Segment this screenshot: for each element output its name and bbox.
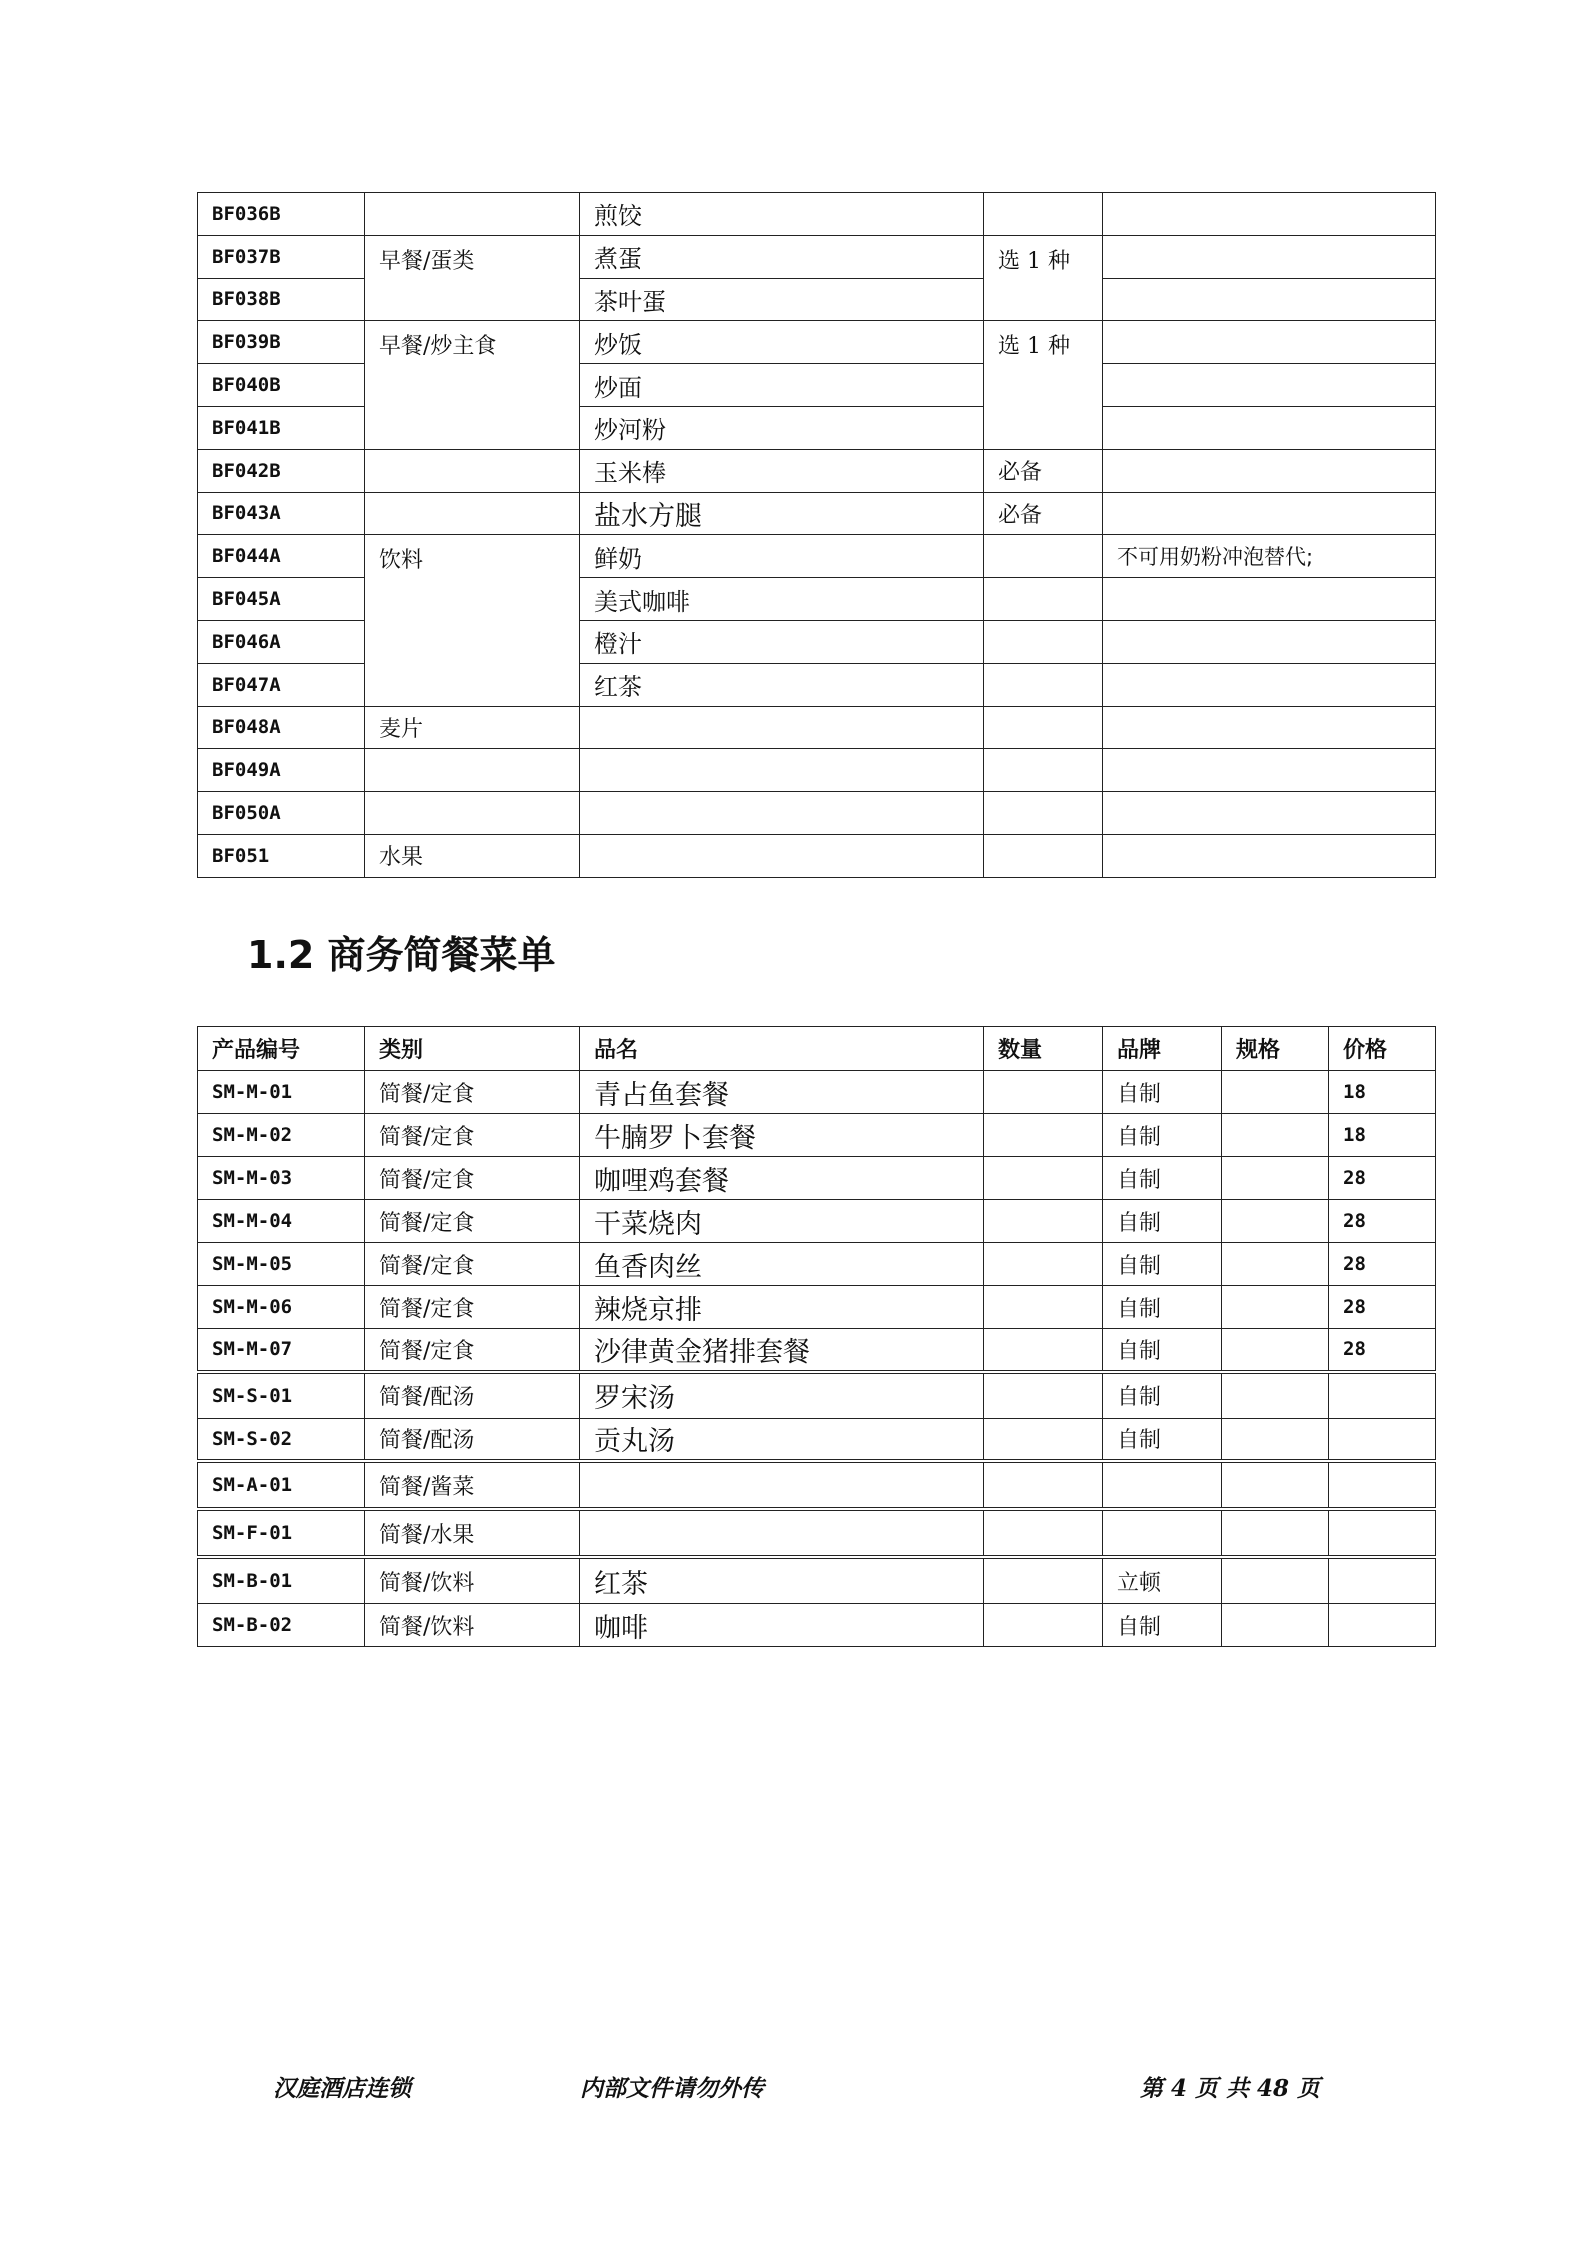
spec (1222, 1604, 1329, 1647)
column-header: 类别 (365, 1027, 580, 1071)
category (365, 749, 580, 792)
brand: 自制 (1103, 1243, 1222, 1286)
product-name: 青占鱼套餐 (580, 1071, 984, 1114)
quantity (984, 1200, 1103, 1243)
category: 简餐/配汤 (365, 1418, 580, 1461)
product-code: SM-B-01 (198, 1557, 365, 1604)
table-row (198, 1071, 1436, 1114)
product-code: SM-S-01 (198, 1372, 365, 1419)
category: 简餐/酱菜 (365, 1461, 580, 1509)
quantity (984, 1604, 1103, 1647)
product-code: SM-M-04 (198, 1200, 365, 1243)
note (1103, 620, 1436, 663)
quantity (984, 1418, 1103, 1461)
price: 18 (1329, 1071, 1436, 1114)
product-code: SM-M-02 (198, 1114, 365, 1157)
spec (1222, 1286, 1329, 1329)
note (1103, 406, 1436, 449)
spec (1222, 1557, 1329, 1604)
brand: 自制 (1103, 1286, 1222, 1329)
table-row (198, 235, 1436, 278)
footer-page-number: 第 4 页 共 48 页 (1140, 2075, 1321, 2102)
brand (1103, 1509, 1222, 1557)
table-row (198, 1286, 1436, 1329)
price (1329, 1461, 1436, 1509)
rule (984, 535, 1103, 578)
spec (1222, 1157, 1329, 1200)
product-name (580, 706, 984, 749)
quantity (984, 1461, 1103, 1509)
product-name: 罗宋汤 (580, 1372, 984, 1419)
price (1329, 1372, 1436, 1419)
brand: 自制 (1103, 1114, 1222, 1157)
product-name: 辣烧京排 (580, 1286, 984, 1329)
category (365, 792, 580, 835)
column-header: 规格 (1222, 1027, 1329, 1071)
breakfast-menu-table (197, 192, 1436, 878)
category: 早餐/蛋类 (365, 235, 580, 321)
rule (984, 706, 1103, 749)
product-code: BF039B (198, 321, 365, 364)
product-name: 牛腩罗卜套餐 (580, 1114, 984, 1157)
table-row (198, 1509, 1436, 1557)
product-code: BF050A (198, 792, 365, 835)
category: 简餐/饮料 (365, 1557, 580, 1604)
table-row (198, 1329, 1436, 1372)
product-code: BF051 (198, 834, 365, 877)
brand: 自制 (1103, 1372, 1222, 1419)
note (1103, 492, 1436, 535)
product-code: BF037B (198, 235, 365, 278)
product-name (580, 834, 984, 877)
quantity (984, 1071, 1103, 1114)
table-row (198, 1557, 1436, 1604)
product-name: 沙律黄金猪排套餐 (580, 1329, 984, 1372)
quantity (984, 1557, 1103, 1604)
price: 28 (1329, 1157, 1436, 1200)
product-name: 咖哩鸡套餐 (580, 1157, 984, 1200)
category: 简餐/饮料 (365, 1604, 580, 1647)
table-row (198, 535, 1436, 578)
note (1103, 706, 1436, 749)
column-header: 品牌 (1103, 1027, 1222, 1071)
brand (1103, 1461, 1222, 1509)
product-code: SM-S-02 (198, 1418, 365, 1461)
product-name: 红茶 (580, 1557, 984, 1604)
price (1329, 1509, 1436, 1557)
table-row (198, 1243, 1436, 1286)
table-row (198, 1372, 1436, 1419)
product-name: 炒饭 (580, 321, 984, 364)
spec (1222, 1372, 1329, 1419)
business-menu-table (197, 1026, 1436, 1647)
column-header: 产品编号 (198, 1027, 365, 1071)
product-name: 炒面 (580, 364, 984, 407)
price: 28 (1329, 1286, 1436, 1329)
note (1103, 749, 1436, 792)
category: 饮料 (365, 535, 580, 706)
category: 简餐/水果 (365, 1509, 580, 1557)
category: 简餐/定食 (365, 1071, 580, 1114)
quantity (984, 1509, 1103, 1557)
rule (984, 620, 1103, 663)
price (1329, 1557, 1436, 1604)
product-code: BF041B (198, 406, 365, 449)
product-code: BF048A (198, 706, 365, 749)
table-row (198, 706, 1436, 749)
table-row (198, 1461, 1436, 1509)
quantity (984, 1114, 1103, 1157)
table-row (198, 834, 1436, 877)
product-name: 玉米棒 (580, 449, 984, 492)
quantity (984, 1329, 1103, 1372)
table-row (198, 792, 1436, 835)
table-row (198, 449, 1436, 492)
brand: 自制 (1103, 1071, 1222, 1114)
product-name: 煮蛋 (580, 235, 984, 278)
price: 28 (1329, 1200, 1436, 1243)
category (365, 492, 580, 535)
price: 28 (1329, 1243, 1436, 1286)
column-header: 数量 (984, 1027, 1103, 1071)
product-code: BF047A (198, 663, 365, 706)
product-code: BF043A (198, 492, 365, 535)
rule: 必备 (984, 449, 1103, 492)
category: 简餐/定食 (365, 1243, 580, 1286)
rule (984, 663, 1103, 706)
brand: 自制 (1103, 1329, 1222, 1372)
price: 18 (1329, 1114, 1436, 1157)
table-row (198, 1200, 1436, 1243)
note (1103, 792, 1436, 835)
rule: 选 1 种 (984, 235, 1103, 321)
category: 早餐/炒主食 (365, 321, 580, 449)
product-code: BF040B (198, 364, 365, 407)
product-code: BF038B (198, 278, 365, 321)
rule (984, 792, 1103, 835)
product-code: BF036B (198, 193, 365, 236)
product-name: 美式咖啡 (580, 578, 984, 621)
quantity (984, 1286, 1103, 1329)
product-code: BF044A (198, 535, 365, 578)
category: 简餐/定食 (365, 1200, 580, 1243)
rule (984, 193, 1103, 236)
note (1103, 235, 1436, 278)
quantity (984, 1372, 1103, 1419)
product-name: 红茶 (580, 663, 984, 706)
section-heading: 1.2 商务简餐菜单 (247, 933, 556, 977)
product-name (580, 1509, 984, 1557)
price (1329, 1418, 1436, 1461)
spec (1222, 1200, 1329, 1243)
category: 简餐/配汤 (365, 1372, 580, 1419)
spec (1222, 1243, 1329, 1286)
note (1103, 278, 1436, 321)
product-name (580, 1461, 984, 1509)
spec (1222, 1329, 1329, 1372)
product-code: SM-M-05 (198, 1243, 365, 1286)
brand: 立顿 (1103, 1557, 1222, 1604)
note (1103, 834, 1436, 877)
price (1329, 1604, 1436, 1647)
category: 简餐/定食 (365, 1114, 580, 1157)
product-name: 煎饺 (580, 193, 984, 236)
rule: 必备 (984, 492, 1103, 535)
product-code: SM-M-07 (198, 1329, 365, 1372)
spec (1222, 1461, 1329, 1509)
category: 简餐/定食 (365, 1157, 580, 1200)
table-row (198, 1418, 1436, 1461)
category: 麦片 (365, 706, 580, 749)
product-name (580, 792, 984, 835)
product-name: 茶叶蛋 (580, 278, 984, 321)
column-header: 品名 (580, 1027, 984, 1071)
note (1103, 449, 1436, 492)
brand: 自制 (1103, 1604, 1222, 1647)
product-code: BF042B (198, 449, 365, 492)
product-name: 盐水方腿 (580, 492, 984, 535)
note: 不可用奶粉冲泡替代; (1103, 535, 1436, 578)
product-name: 鲜奶 (580, 535, 984, 578)
product-code: SM-M-03 (198, 1157, 365, 1200)
footer-company: 汉庭酒店连锁 (273, 2075, 411, 2102)
category: 简餐/定食 (365, 1329, 580, 1372)
product-name: 鱼香肉丝 (580, 1243, 984, 1286)
brand: 自制 (1103, 1418, 1222, 1461)
product-code: BF049A (198, 749, 365, 792)
quantity (984, 1243, 1103, 1286)
rule (984, 749, 1103, 792)
spec (1222, 1509, 1329, 1557)
product-code: BF046A (198, 620, 365, 663)
table-row (198, 492, 1436, 535)
rule: 选 1 种 (984, 321, 1103, 449)
footer-notice: 内部文件请勿外传 (580, 2075, 764, 2102)
brand: 自制 (1103, 1157, 1222, 1200)
category (365, 193, 580, 236)
table-row (198, 193, 1436, 236)
spec (1222, 1071, 1329, 1114)
note (1103, 364, 1436, 407)
spec (1222, 1418, 1329, 1461)
product-code: BF045A (198, 578, 365, 621)
product-code: SM-A-01 (198, 1461, 365, 1509)
rule (984, 578, 1103, 621)
note (1103, 578, 1436, 621)
product-name: 干菜烧肉 (580, 1200, 984, 1243)
category (365, 449, 580, 492)
table-row (198, 1157, 1436, 1200)
quantity (984, 1157, 1103, 1200)
product-code: SM-M-01 (198, 1071, 365, 1114)
note (1103, 663, 1436, 706)
column-header: 价格 (1329, 1027, 1436, 1071)
product-name: 橙汁 (580, 620, 984, 663)
product-code: SM-M-06 (198, 1286, 365, 1329)
product-code: SM-F-01 (198, 1509, 365, 1557)
price: 28 (1329, 1329, 1436, 1372)
note (1103, 193, 1436, 236)
category: 简餐/定食 (365, 1286, 580, 1329)
table-row (198, 749, 1436, 792)
rule (984, 834, 1103, 877)
table-header-row (198, 1027, 1436, 1071)
product-name: 炒河粉 (580, 406, 984, 449)
spec (1222, 1114, 1329, 1157)
category: 水果 (365, 834, 580, 877)
brand: 自制 (1103, 1200, 1222, 1243)
product-name: 贡丸汤 (580, 1418, 984, 1461)
table-row (198, 1114, 1436, 1157)
product-code: SM-B-02 (198, 1604, 365, 1647)
product-name: 咖啡 (580, 1604, 984, 1647)
product-name (580, 749, 984, 792)
note (1103, 321, 1436, 364)
table-row (198, 321, 1436, 364)
table-row (198, 1604, 1436, 1647)
